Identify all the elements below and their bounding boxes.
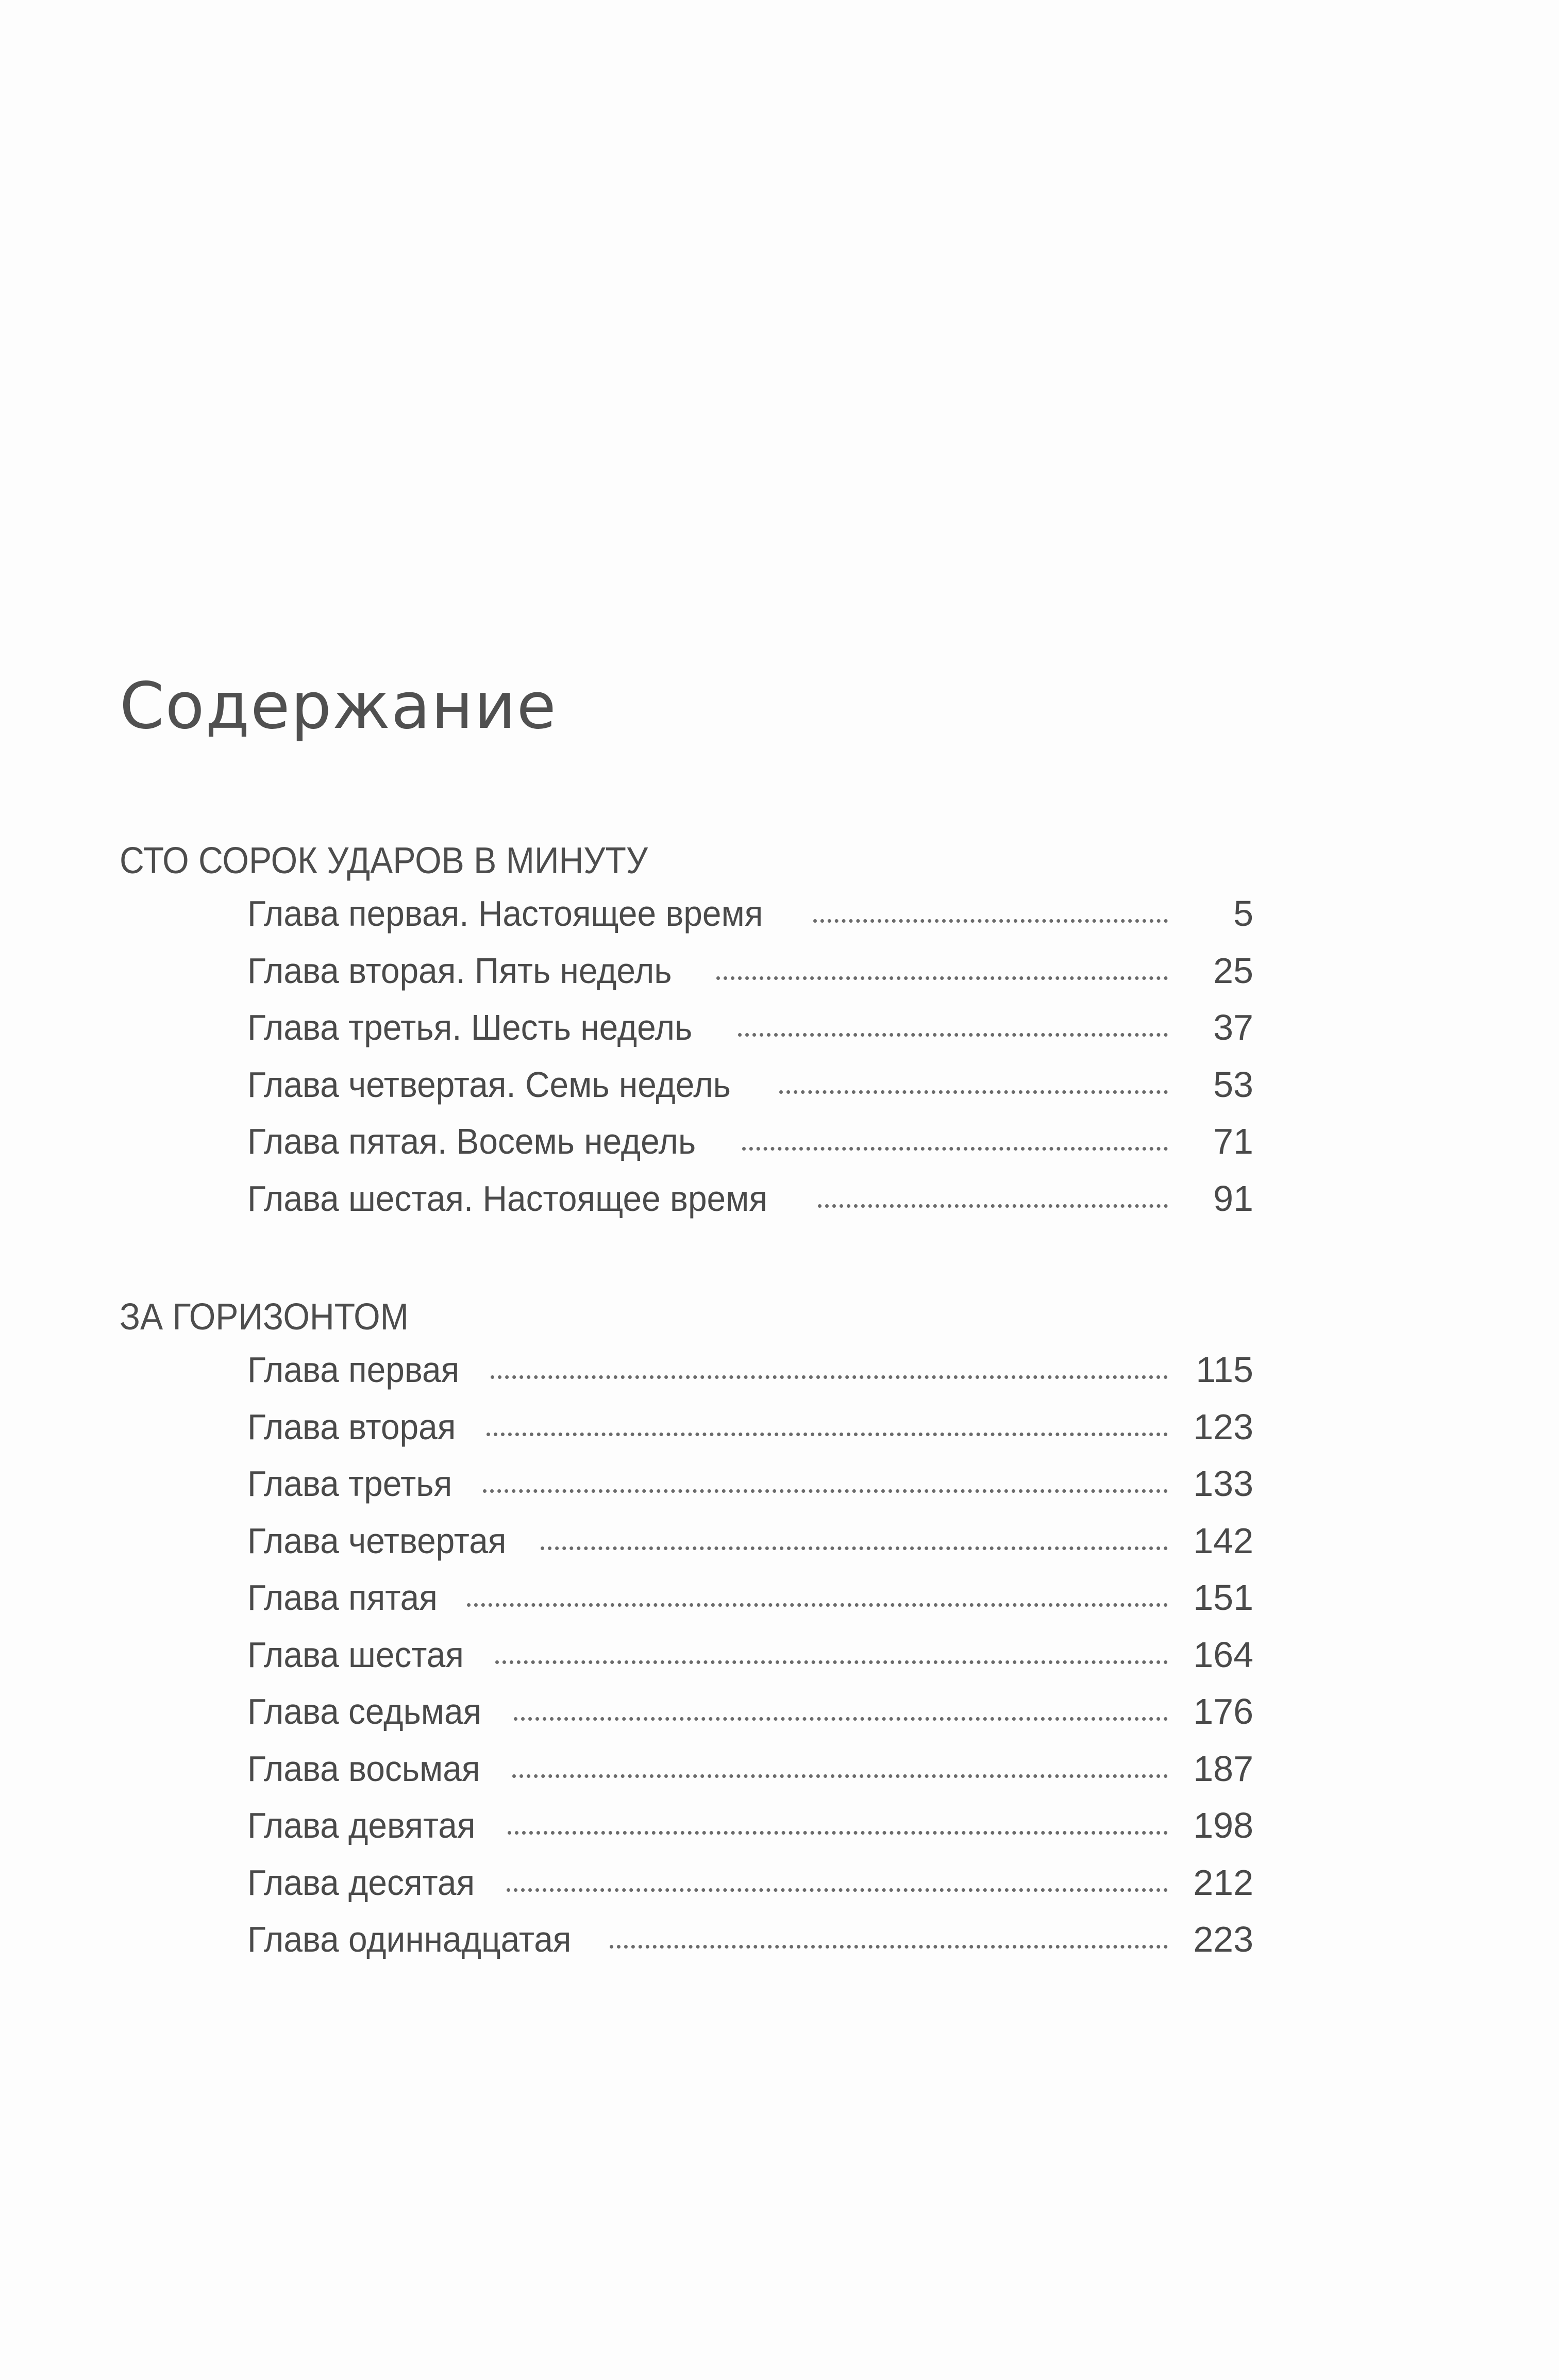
- entry-label: Глава четвертая. Семь недель: [247, 1064, 731, 1105]
- toc-entry[interactable]: [247, 1064, 1253, 1121]
- entry-page-number: 176: [1193, 1691, 1253, 1732]
- toc-entry[interactable]: [247, 1121, 1253, 1178]
- entry-page-number: 223: [1193, 1919, 1253, 1959]
- entry-label: Глава третья: [247, 1463, 452, 1504]
- dot-leader: [742, 1147, 1168, 1151]
- dot-leader: [738, 1033, 1168, 1037]
- section-title: ЗА ГОРИЗОНТОМ: [120, 1296, 409, 1338]
- toc-entry[interactable]: [247, 1919, 1253, 1976]
- dot-leader: [483, 1489, 1168, 1493]
- entry-page-number: 53: [1213, 1064, 1253, 1105]
- toc-entry[interactable]: [247, 893, 1253, 950]
- entry-page-number: 5: [1233, 893, 1253, 934]
- toc-entry[interactable]: [247, 1463, 1253, 1520]
- dot-leader: [507, 1888, 1168, 1892]
- entry-label: Глава первая: [247, 1350, 460, 1390]
- entry-page-number: 164: [1193, 1634, 1253, 1675]
- entry-label: Глава восьмая: [247, 1748, 480, 1789]
- dot-leader: [512, 1774, 1168, 1778]
- entry-page-number: 212: [1193, 1862, 1253, 1903]
- toc-section: [120, 1291, 1253, 1976]
- entry-label: Глава шестая: [247, 1634, 464, 1675]
- toc-entry[interactable]: [247, 1691, 1253, 1748]
- toc-entry[interactable]: [247, 1862, 1253, 1919]
- entry-page-number: 115: [1196, 1350, 1253, 1390]
- entry-label: Глава десятая: [247, 1862, 475, 1903]
- entry-page-number: 187: [1193, 1748, 1253, 1789]
- entry-label: Глава первая. Настоящее время: [247, 893, 763, 934]
- toc-entries: [120, 1349, 1253, 1976]
- toc-entry[interactable]: [247, 1007, 1253, 1064]
- entry-label: Глава девятая: [247, 1805, 476, 1845]
- page-title: Содержание: [120, 669, 557, 743]
- entry-page-number: 71: [1213, 1121, 1253, 1161]
- entry-label: Глава шестая. Настоящее время: [247, 1178, 768, 1219]
- entry-page-number: 151: [1193, 1577, 1253, 1618]
- entry-page-number: 25: [1213, 950, 1253, 991]
- entry-page-number: 142: [1193, 1520, 1253, 1561]
- section-title: СТО СОРОК УДАРОВ В МИНУТУ: [120, 840, 648, 881]
- toc-entry[interactable]: [247, 950, 1253, 1007]
- dot-leader: [779, 1090, 1168, 1094]
- dot-leader: [541, 1546, 1168, 1550]
- entry-label: Глава одиннадцатая: [247, 1919, 572, 1959]
- dot-leader: [818, 1204, 1168, 1208]
- toc-entries: [120, 893, 1253, 1235]
- toc-section: [120, 835, 1253, 1235]
- toc-entry[interactable]: [247, 1178, 1253, 1235]
- dot-leader: [495, 1660, 1168, 1664]
- dot-leader: [467, 1603, 1168, 1607]
- entry-page-number: 91: [1213, 1178, 1253, 1219]
- dot-leader: [491, 1375, 1168, 1379]
- entry-label: Глава четвертая: [247, 1520, 507, 1561]
- entry-label: Глава вторая. Пять недель: [247, 950, 672, 991]
- entry-label: Глава пятая. Восемь недель: [247, 1121, 696, 1161]
- dot-leader: [813, 919, 1168, 923]
- dot-leader: [716, 976, 1168, 980]
- dot-leader: [514, 1717, 1168, 1721]
- toc-entry[interactable]: [247, 1520, 1253, 1577]
- toc-entry[interactable]: [247, 1805, 1253, 1862]
- toc-entry[interactable]: [247, 1349, 1253, 1406]
- entry-page-number: 123: [1193, 1406, 1253, 1447]
- dot-leader: [508, 1831, 1168, 1835]
- entry-label: Глава седьмая: [247, 1691, 482, 1732]
- toc-entry[interactable]: [247, 1577, 1253, 1634]
- entry-page-number: 133: [1193, 1463, 1253, 1504]
- dot-leader: [610, 1945, 1168, 1949]
- dot-leader: [487, 1433, 1168, 1436]
- toc-entry[interactable]: [247, 1634, 1253, 1691]
- entry-page-number: 198: [1193, 1805, 1253, 1845]
- entry-label: Глава вторая: [247, 1406, 456, 1447]
- entry-label: Глава пятая: [247, 1577, 438, 1618]
- toc-entry[interactable]: [247, 1748, 1253, 1805]
- entry-page-number: 37: [1213, 1007, 1253, 1047]
- entry-label: Глава третья. Шесть недель: [247, 1007, 693, 1047]
- toc-entry[interactable]: [247, 1406, 1253, 1463]
